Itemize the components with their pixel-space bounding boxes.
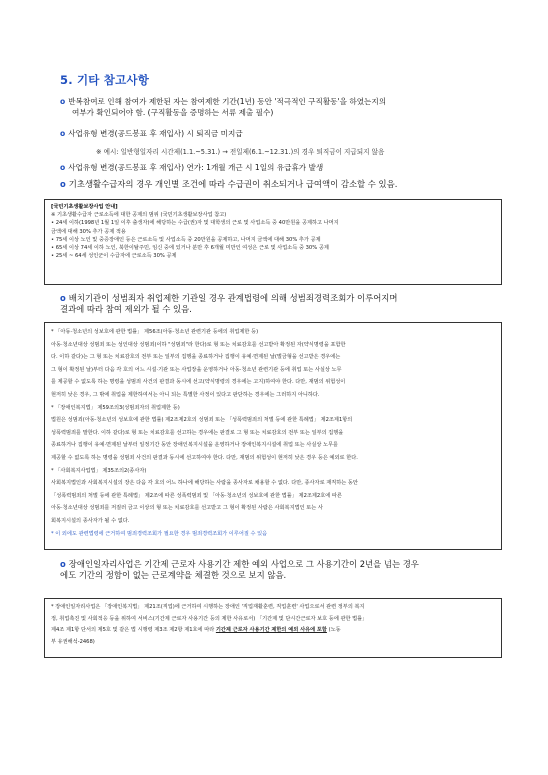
box-line: 법원은 성범죄(아동·청소년의 성보호에 관한 법률) 제2조제2호의 성범죄 또는 「성폭력범죄의 처벌 등에 관한 특례법」 제2조제1항의 bbox=[51, 417, 353, 424]
bullet-icon: o bbox=[60, 293, 66, 303]
paragraph-annual-leave bbox=[60, 162, 323, 173]
bullet-icon: o bbox=[60, 163, 66, 172]
section-title: 5. 기타 참고사항 bbox=[60, 73, 150, 87]
paragraph-text: 여부가 확인되어야 함. (구직활동을 증명하는 서류 제출 필수) bbox=[72, 108, 274, 117]
box-line: 제공할 수 없도록 하는 명령을 성범죄 사건의 판결과 동시에 선고하여야 한다. 다만, 재범의 위험성이 현저히 낮은 경우 등은 예외로 한다. bbox=[51, 454, 358, 461]
box-line: • 25세 ~ 64세 성인군이 수급자에 근로소득 30% 공제 bbox=[51, 253, 177, 260]
box-line: 현저히 낮은 경우, 그 밖에 취업을 제한하여서는 아니 되는 특별한 사정이 있다고 판단하는 경우에는 그러하지 아니하다. bbox=[51, 391, 320, 398]
bullet-icon: o bbox=[60, 559, 66, 569]
box-line: 종료하거나 집행이 유예·면제된 날부터 일정기간 동안 장애인복지시설을 운영하거나 장애인복지시설에 취업 또는 사실상 노무를 bbox=[51, 442, 339, 449]
basic-living-info-box bbox=[44, 199, 502, 285]
paragraph-text: 사업유형 변경(공드봉표 후 재입사) 연가: 1개월 개근 시 1일의 유급휴가 발생 bbox=[68, 163, 324, 172]
paragraph-fixed-term-exception bbox=[60, 559, 419, 581]
paragraph-sex-offender-check bbox=[60, 293, 398, 315]
box-line: 사회복지법인과 사회복지시설의 장은 다음 각 호의 어느 하나에 해당하는 사람을 종사자로 채용할 수 없다. 다만, 종사자로 재직하는 동안 bbox=[51, 480, 358, 487]
box-line: ※ 기초생활수급자 근로소득에 대한 공제의 범위 (국민기초생활보장사업 참고) bbox=[51, 212, 227, 219]
highlighted-text: 기간제 근로자 사용기간 제한의 예외 사유에 포함 bbox=[215, 627, 327, 633]
paragraph-text: 사업유형 변경(공드봉표 후 재입사) 시 퇴직금 미지급 bbox=[68, 129, 243, 138]
paragraph-severance bbox=[60, 128, 243, 139]
bullet-icon: o bbox=[60, 129, 66, 138]
legal-provisions-box bbox=[44, 322, 502, 550]
paragraph-text: 장애인일자리사업은 기간제 근로자 사용기간 제한 예외 사업으로 그 사용기간이 2년을 넘는 경우 bbox=[68, 559, 419, 569]
paragraph-text: 결과에 따라 참여 제외가 될 수 있음. bbox=[60, 304, 192, 314]
box-line: 정, 취업촉진 및 사회적응 등을 위하여 서비스(기간제 근로자 사용기간 등의 제한 사유로서) 「기간제 및 단시간근로자 보호 등에 관한 법률」 bbox=[51, 615, 368, 622]
box-line: • 24세 이하(1998년 1월 1일 이후 출생자)에 해당하는 수급(권)자 및 대학생의 근로 및 사업소득 중 40만원을 공제하고 나머지 bbox=[51, 220, 339, 227]
box-line: 아동·청소년대상 성범죄 또는 성인대상 성범죄(이하 "성범죄"라 한다)로 형 또는 치료감호를 선고받아 확정된 자(약식명령을 포함한 bbox=[51, 341, 346, 348]
bullet-icon: o bbox=[60, 97, 66, 106]
box-line: * 「아동·청소년의 성보호에 관한 법률」 제56조(아동·청소년 관련기관 등에의 취업제한 등) bbox=[51, 329, 259, 335]
box-line: 아동·청소년대상 성범죄를 저질러 금고 이상의 형 또는 치료감호를 선고받고 그 형이 확정된 사람은 사회복지법인 또는 사 bbox=[51, 505, 323, 512]
paragraph-text: 배치기관이 성범죄자 취업제한 기관일 경우 관계법령에 의해 성범죄경력조회가 이루어지며 bbox=[68, 293, 398, 303]
box-line: 금액에 대해 30% 추가 공제 적용 bbox=[51, 228, 126, 235]
box-title: [국민기초생활보장사업 안내] bbox=[51, 204, 118, 210]
paragraph-text: 에도 기간의 정함이 없는 근로계약을 체결한 것으로 보지 않음. bbox=[60, 570, 287, 580]
paragraph-text: 반복참여로 인해 참여가 제한된 자는 참여제한 기간(1년) 동안 '적극적인 구직활동'을 하였는지의 bbox=[68, 97, 387, 106]
box-text: (노동 bbox=[326, 627, 341, 633]
box-line: * 「사회복지사업법」 제35조의2(종사자) bbox=[51, 467, 147, 474]
box-line: • 65세 이상 74세 이하 노인, 북한이탈주민, 임신 중에 있거나 분만 후 6개월 미만인 여성은 근로 및 사업소득 중 30% 공제 bbox=[51, 245, 329, 252]
bullet-icon: o bbox=[60, 179, 66, 189]
box-line: * 「장애인복지법」 제59조의3(성범죄자의 취업제한 등) bbox=[51, 404, 180, 411]
box-line: 다. 이하 같다)는 그 형 또는 치료감호의 전부 또는 일부의 집행을 종료하거나 집행이 유예·면제된 날(벌금형을 선고받은 경우에는 bbox=[51, 354, 341, 361]
fixed-term-basis-box bbox=[44, 598, 502, 658]
box-line: 를 제공할 수 없도록 하는 명령을 성범죄 사건의 판결과 동시에 선고(약식명령의 경우에는 고지)하여야 한다. 다만, 재범의 위험성이 bbox=[51, 379, 346, 386]
box-line: 부 유권해석-2468) bbox=[51, 638, 95, 645]
box-line: * 장애인일자리사업은 「장애인복지법」 제21조(직업)에 근거하여 시행하는 장애인 '직업재활훈련, 직업훈련' 사업으로서 관련 정부의 복지 bbox=[51, 604, 365, 610]
severance-note: ※ 예시: 일반형일자리 시간제(1.1.~5.31.) → 전일제(6.1.~12.31.)의 경우 퇴직금이 지급되지 않음 bbox=[96, 148, 385, 156]
box-line: 그 형이 확정된 날)부터 다음 각 호의 어느 시설·기관 또는 사업장을 운영하거나 아동·청소년 관련기관 등에 취업 또는 사실상 노무 bbox=[51, 366, 342, 373]
paragraph-repeat-participation bbox=[60, 96, 386, 118]
box-line: • 75세 이상 노인 및 중증장애인 등은 근로소득 및 사업소득 중 20만원을 공제하고, 나머지 금액에 대해 30% 추가 공제 bbox=[51, 236, 321, 243]
paragraph-basic-living bbox=[60, 179, 397, 190]
box-line: 성폭력범죄를 말한다. 이하 같다)로 형 또는 치료감호를 선고하는 경우에는 판결로 그 형 또는 치료감호의 전부 또는 일부의 집행을 bbox=[51, 429, 344, 436]
box-line: 회복지시설의 종사자가 될 수 없다. bbox=[51, 517, 130, 524]
box-text: 제4조 제1항 단서의 제5호 및 같은 법 시행령 제3조 제2항 제1호에 따라 bbox=[51, 627, 216, 633]
box-line: 「성폭력범죄의 처벌 등에 관한 특례법」 제2조에 따른 성폭력범죄 및 「아동·청소년의 성보호에 관한 법률」 제2조제2호에 따른 bbox=[51, 492, 342, 499]
box-line: * 이 외에도 관련법령에 근거하여 범죄경력조회가 필요한 경우 범죄경력조회가 이루어질 수 있음 bbox=[51, 530, 268, 537]
paragraph-text: 기초생활수급자의 경우 개인별 조건에 따라 수급권이 취소되거나 급여액이 감소할 수 있음. bbox=[68, 179, 398, 189]
box-line bbox=[51, 625, 495, 637]
